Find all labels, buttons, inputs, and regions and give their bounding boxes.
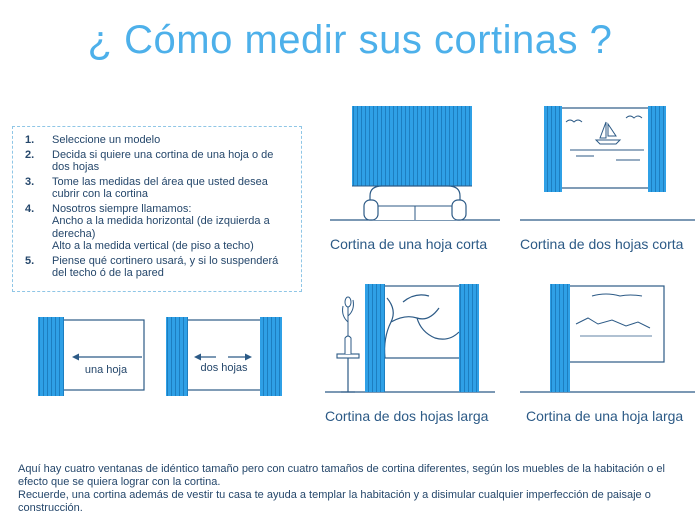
arrow-left-icon bbox=[194, 354, 201, 361]
curtain-panel-right bbox=[648, 106, 666, 192]
step-number: 1. bbox=[25, 134, 35, 146]
curtain-panel-left bbox=[166, 317, 188, 396]
long-one-panel-illustration bbox=[520, 282, 695, 400]
step-item bbox=[25, 255, 293, 280]
caption-long-one: Cortina de una hoja larga bbox=[526, 408, 684, 424]
vase-icon bbox=[345, 336, 351, 354]
window-frame bbox=[375, 286, 471, 358]
step-item bbox=[25, 176, 293, 201]
side-table bbox=[337, 354, 359, 358]
step-number: 5. bbox=[25, 254, 35, 267]
step-item bbox=[25, 203, 293, 253]
page-title: ¿ Cómo medir sus cortinas ? bbox=[87, 18, 613, 62]
curtain-panel bbox=[38, 317, 64, 396]
step-text: Piense qué cortinero usará, y si lo suspenderá del techo ó de la pared bbox=[52, 254, 279, 279]
step-text: Decida si quiere una cortina de una hoja o de dos hojas bbox=[52, 148, 274, 173]
window-frame bbox=[550, 108, 660, 188]
step-item bbox=[25, 149, 293, 174]
step-item bbox=[25, 134, 293, 147]
one-panel-label: una hoja bbox=[84, 364, 128, 376]
short-two-panel-illustration bbox=[520, 100, 695, 228]
footer-text bbox=[18, 463, 694, 515]
step-subtext-height: Alto a la medida vertical (de piso a techo) bbox=[52, 240, 254, 252]
footer-paragraph-1: Aquí hay cuatro ventanas de idéntico tamaño pero con cuatro tamaños de cortina diferentes, según los muebles de la habitación o el efecto que se quiera lograr con la cortina. bbox=[18, 463, 665, 488]
curtain-panel-left bbox=[365, 284, 385, 392]
arrow-right-icon bbox=[245, 354, 252, 361]
window-frame bbox=[60, 320, 144, 390]
step-number: 4. bbox=[25, 202, 35, 215]
step-text: Seleccione un modelo bbox=[52, 134, 161, 146]
step-text: Tome las medidas del área que usted desea cubrir con la cortina bbox=[52, 175, 268, 200]
window-frame bbox=[182, 320, 268, 390]
caption-short-two: Cortina de dos hojas corta bbox=[520, 236, 684, 252]
curtain-panel bbox=[352, 106, 472, 186]
footer-paragraph-2: Recuerde, una cortina además de vestir tu casa te ayuda a templar la habitación y a disimular cualquier imperfección de paisaje o construcción. bbox=[18, 489, 651, 514]
long-two-panel-illustration bbox=[325, 282, 495, 400]
caption-short-one: Cortina de una hoja corta bbox=[330, 236, 488, 252]
one-panel-diagram bbox=[36, 314, 148, 398]
window-frame bbox=[560, 286, 664, 362]
two-panel-diagram bbox=[164, 314, 284, 398]
two-panel-label: dos hojas bbox=[200, 362, 248, 374]
curtain-panel bbox=[550, 284, 570, 392]
step-number: 2. bbox=[25, 148, 35, 161]
curtain-panel-right bbox=[260, 317, 282, 396]
caption-long-two: Cortina de dos hojas larga bbox=[325, 408, 489, 424]
step-text: Nosotros siempre llamamos: bbox=[52, 202, 192, 215]
short-one-panel-illustration bbox=[330, 100, 500, 228]
step-subtext-width: Ancho a la medida horizontal (de izquierda a derecha) bbox=[52, 215, 270, 240]
curtain-panel-left bbox=[544, 106, 562, 192]
instructions-box bbox=[12, 126, 302, 292]
step-number: 3. bbox=[25, 175, 35, 188]
curtain-panel-right bbox=[459, 284, 479, 392]
